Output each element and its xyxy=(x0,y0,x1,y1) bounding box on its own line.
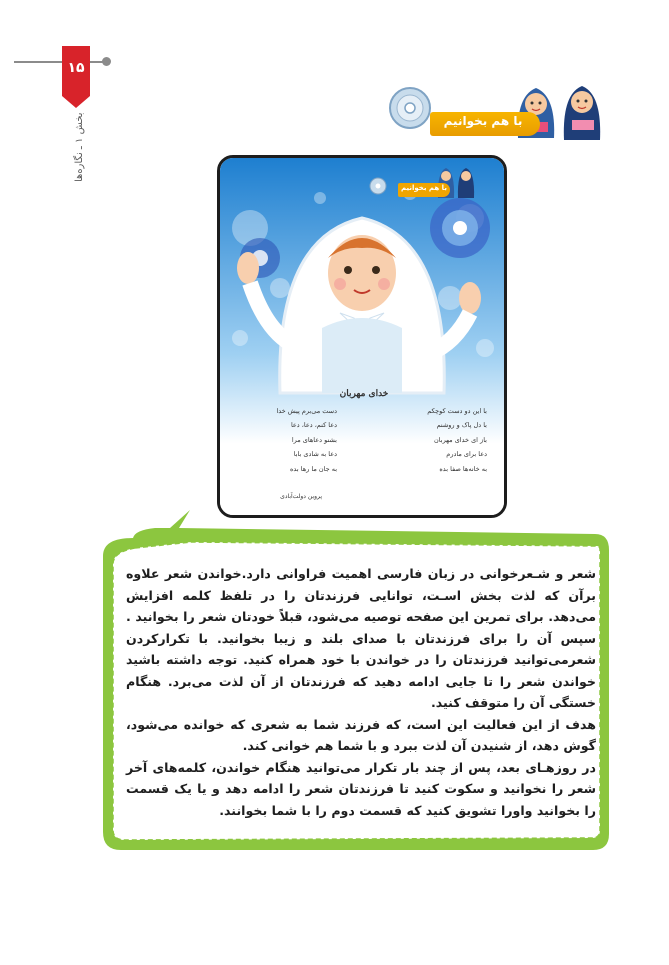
poem-line: با دل پاک و روشنم xyxy=(436,421,487,430)
poem-line: به جان ما رها بده xyxy=(290,464,337,473)
poem-line: به خانه‌ها صفا بده xyxy=(439,464,487,473)
page-number-tab xyxy=(62,46,90,108)
poem-line: باز ای خدای مهربان xyxy=(434,435,487,444)
guide-paragraph: هدف از این فعالیت این است، که فرزند شما به شعری که خوانده می‌شود، گوش دهد، از شنیدن آن لذت ببرد و با شما هم خوانی کند. xyxy=(126,716,596,753)
guide-paragraph: شعر و شـعرخوانی در زبان فارسی اهمیت فراوانی دارد.خواندن شعر علاوه برآن که لذت بخش اسـت، توانایی فرزندتان را در تلفظ کلمه افزایش می‌دهد. برای تمرین این صفحه توصیه می‌شود، قبلاً خودتان شعر را بخوانید . سپس آن را برای فرزندتان با صدای بلند و زیبا بخوانید. با تکرارکردن شعرمی‌توانید فرزندتان را در خواندن با خود همراه کنید. توجه داشته باشید خواندن شعر را تا جایی ادامه دهید که فرزندتان از آن لذت می‌برد. هنگام خستگی آن را متوقف کنید. xyxy=(126,566,596,710)
child-reading-icon xyxy=(564,86,600,140)
mini-badge-title: با هم بخوانیم xyxy=(401,184,447,192)
parent-guide-text xyxy=(126,563,596,821)
badge-title: با هم بخوانیم xyxy=(443,114,523,128)
guide-paragraph: در روزهـای بعد، پس از چند بار تکرار می‌توانید هنگام خواندن، کلمه‌های آخر شعر را نخوانید و سکوت کنید تا فرزندتان شعر را ادامه دهد و یا یک قسمت را بخوانید واورا تشویق کنید که قسمت دوم را با شما بخوانند. xyxy=(126,759,596,818)
poem-author: پروین دولت‌آبادی xyxy=(280,493,322,500)
mini-cd-icon xyxy=(370,178,386,194)
poem-column-left xyxy=(262,404,337,476)
poem-line: دعا کنم، دعا، دعا xyxy=(290,421,337,430)
cd-icon xyxy=(390,88,430,128)
section-label: بخش ۱ ـ نگاره‌ها xyxy=(74,112,85,182)
poem-line: دعا به شادی بابا xyxy=(293,450,337,459)
poem-title: خدای مهربان xyxy=(339,389,389,399)
poem-line: دعا برای مادرم xyxy=(446,450,487,459)
poem-line: بشنو دعاهای مرا xyxy=(291,435,337,444)
poem-line: دست می‌برم پیش خدا xyxy=(276,407,337,415)
header-rule-dot xyxy=(102,57,111,66)
page-number: ۱۵ xyxy=(67,60,85,76)
poem-column-right xyxy=(412,404,487,476)
poem-line: با این دو دست کوچکم xyxy=(427,407,487,415)
header-rule xyxy=(14,61,106,63)
